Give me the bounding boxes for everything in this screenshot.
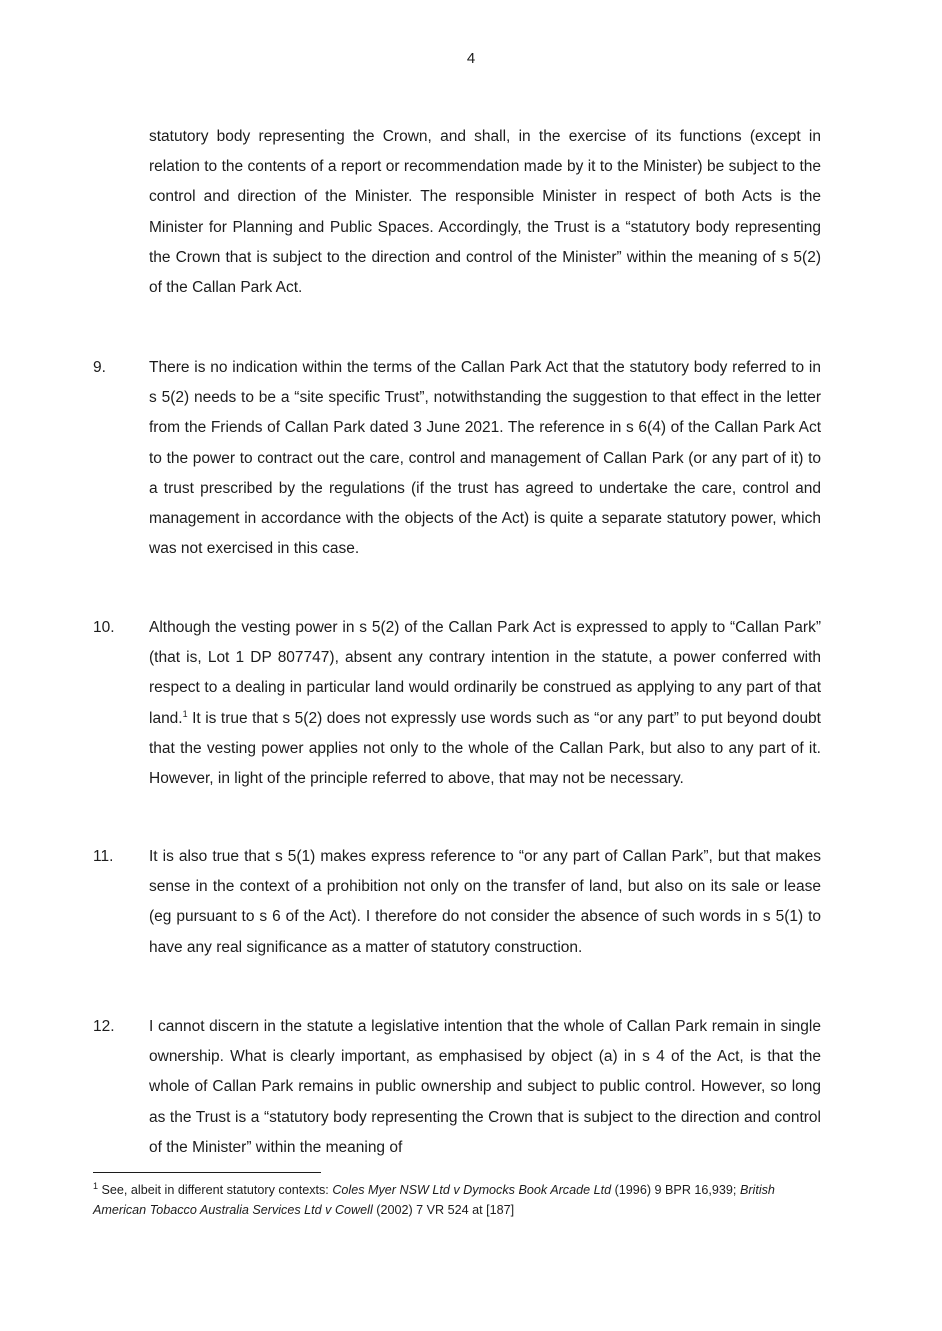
paragraph-number: 11. <box>93 848 114 865</box>
paragraph-text-part: It is true that s 5(2) does not expressly use words such as “or any part” to put beyond doubt that the vesting power applies not only to the whole of the Callan Park, but also to any part of it. However, in light of the principle referred to above, that may not be necessary. <box>149 709 821 788</box>
paragraph-text: It is also true that s 5(1) makes express reference to “or any part of Callan Park”, but that makes sense in the context of a prohibition not only on the transfer of land, but also on its sale or lease (eg pursuant to s 6 of the Act). I therefore do not consider the absence of such words in s 5(1) to have any real significance as a matter of statutory construction. <box>149 848 821 956</box>
paragraph-text: There is no indication within the terms of the Callan Park Act that the statutory body referred to in s 5(2) needs to be a “site specific Trust”, notwithstanding the suggestion to that effect in the letter from the Friends of Callan Park dated 3 June 2021. The reference in s 6(4) of the Callan Park Act to the power to contract out the care, control and management of Callan Park (or any part of it) to a trust prescribed by the regulations (if the trust has agreed to undertake the care, control and management in accordance with the objects of the Act) is quite a separate statutory power, which was not exercised in this case. <box>149 359 821 558</box>
continuation-paragraph: statutory body representing the Crown, and shall, in the exercise of its functions (except in relation to the contents of a report or recommendation made by it to the Minister) be subject to the control and direction of the Minister. The responsible Minister in respect of both Acts is the Minister for Planning and Public Spaces. Accordingly, the Trust is a “statutory body representing the Crown that is subject to the direction and control of the Minister” within the meaning of s 5(2) of the Callan Park Act. <box>149 128 821 297</box>
footnote-reference[interactable]: 1 <box>182 708 188 719</box>
case-citation: (2002) 7 VR 524 at [187] <box>372 1203 515 1217</box>
footnote-divider <box>93 1172 321 1173</box>
paragraph-text <box>149 613 821 794</box>
case-name: Coles Myer NSW Ltd v Dymocks Book Arcade Ltd <box>332 1183 612 1197</box>
footnote-1 <box>93 1180 822 1220</box>
footnote-intro: See, albeit in different statutory contexts: <box>98 1183 333 1197</box>
case-name: British American Tobacco Australia Services Ltd v Cowell <box>93 1183 775 1217</box>
paragraph-text: I cannot discern in the statute a legislative intention that the whole of Callan Park remain in single ownership. What is clearly important, as emphasised by object (a) in s 4 of the Act, is that the whole of Callan Park remains in public ownership and subject to public control. However, so long as the Trust is a “statutory body representing the Crown that is subject to the direction and control of the Minister” within the meaning of <box>149 1018 821 1156</box>
case-citation: (1996) 9 BPR 16,939; <box>611 1183 740 1197</box>
paragraph-number: 12. <box>93 1018 115 1035</box>
paragraph-number: 10. <box>93 619 115 636</box>
paragraph-number: 9. <box>93 359 106 376</box>
footnote-marker: 1 <box>93 1180 99 1191</box>
page-number: 4 <box>466 50 476 67</box>
paragraph-text-part: Although the vesting power in s 5(2) of the Callan Park Act is expressed to apply to “Callan Park” (that is, Lot 1 DP 807747), absent any contrary intention in the statute, a power conferred with respect to a dealing in particular land would ordinarily be construed as applying to any part of that land. <box>149 619 821 727</box>
